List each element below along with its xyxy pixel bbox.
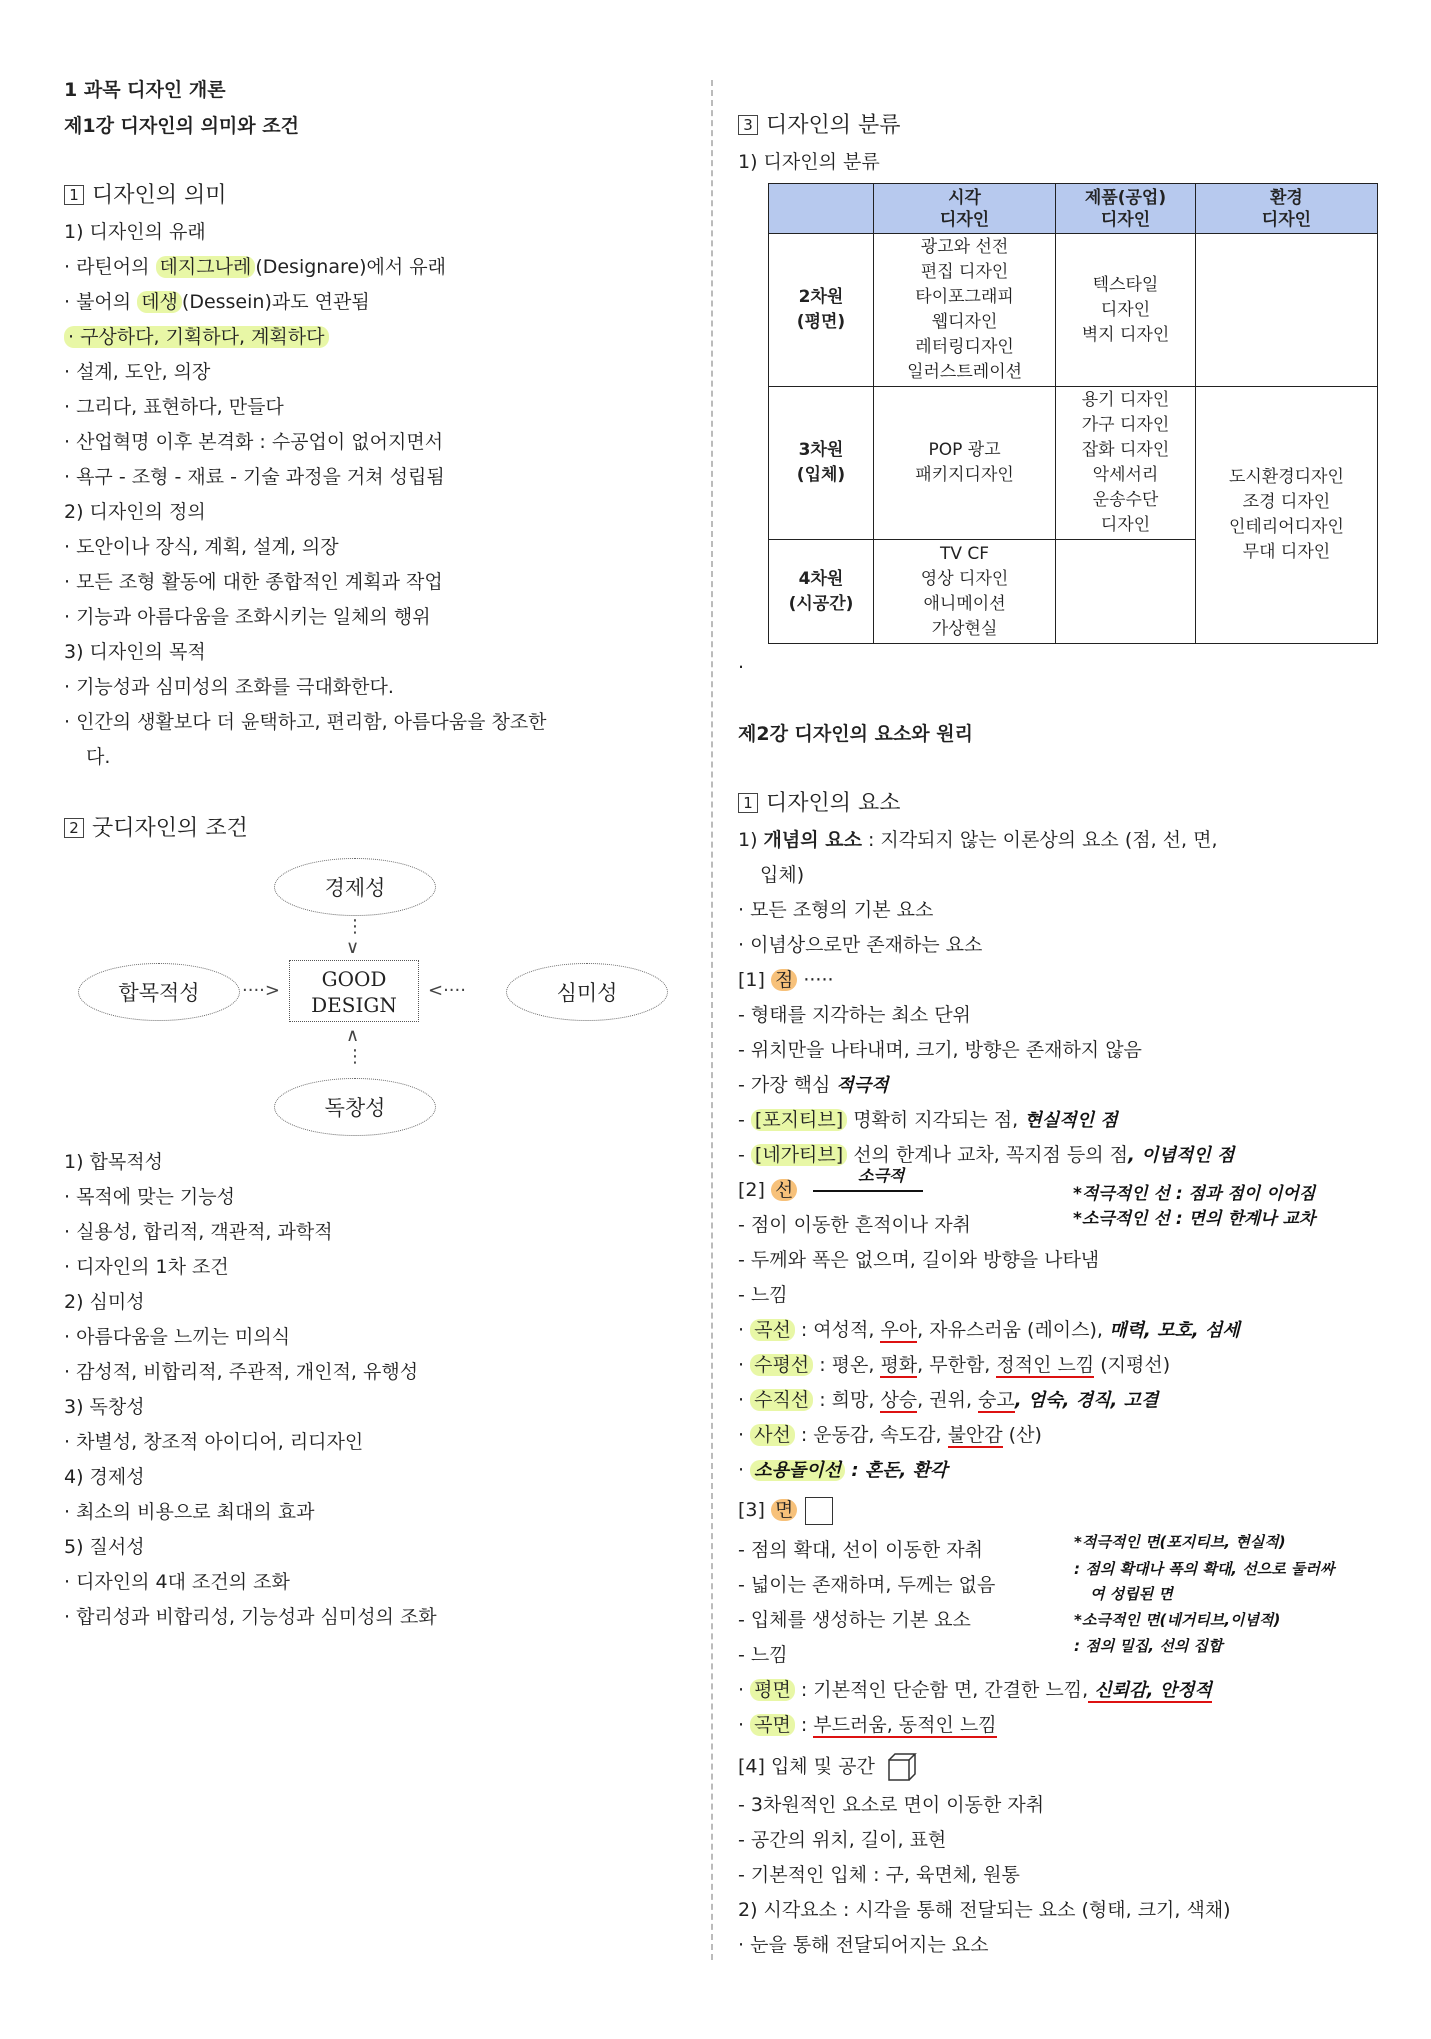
handwritten-note: 소극적 <box>858 1166 905 1185</box>
course-title: 1 과목 디자인 개론 <box>64 79 226 101</box>
row-4d: 4차원 (시공간) <box>769 540 874 644</box>
list-item: · 눈을 통해 전달되어지는 요소 <box>738 1934 989 1956</box>
table-cell <box>1195 234 1377 387</box>
good-design-box: GOOD DESIGN <box>289 960 419 1022</box>
list-item: - [포지티브] 명확히 지각되는 점, 현실적인 점 <box>738 1109 1118 1131</box>
handwritten-note: : 점의 확대나 폭의 확대, 선으로 둘러싸 <box>1074 1560 1335 1578</box>
diagram-aesthetic: 심미성 <box>506 963 668 1021</box>
list-item: - 위치만을 나타내며, 크기, 방향은 존재하지 않음 <box>738 1039 1142 1061</box>
list-item: - [네가티브] 선의 한계나 교차, 꼭지점 등의 점, 이념적인 점 <box>738 1144 1235 1166</box>
section-heading: 1 디자인의 의미 <box>64 182 227 210</box>
subheading: 1) 디자인의 유래 <box>64 221 206 243</box>
subheading: 4) 경제성 <box>64 1466 145 1488</box>
list-item: · 소용돌이선 : 혼돈, 환각 <box>738 1459 948 1481</box>
table-cell: 도시환경디자인 조경 디자인 인테리어디자인 무대 디자인 <box>1195 387 1377 644</box>
list-item: · 실용성, 합리적, 객관적, 과학적 <box>64 1221 333 1243</box>
list-item: - 느낌 <box>738 1644 788 1666</box>
list-item: · 라틴어의 데지그나레 (Designare)에서 유래 <box>64 256 446 278</box>
section-heading: 1 디자인의 요소 <box>738 790 901 818</box>
lecture-title: 제2강 디자인의 요소와 원리 <box>738 723 973 745</box>
table-cell: 광고와 선전 편집 디자인 타이포그래피 웹디자인 레터링디자인 일러스트레이션 <box>874 234 1056 387</box>
section-heading: 3 디자인의 분류 <box>738 112 901 140</box>
list-item: · 디자인의 4대 조건의 조화 <box>64 1571 290 1593</box>
list-item: - 입체를 생성하는 기본 요소 <box>738 1609 971 1631</box>
list-item: · 사선 : 운동감, 속도감, 불안감 (산) <box>738 1424 1042 1446</box>
lecture-title: 제1강 디자인의 의미와 조건 <box>64 115 299 137</box>
handwritten-note: *적극적인 선 : 점과 점이 이어짐 <box>1073 1184 1316 1204</box>
subheading: 1) 합목적성 <box>64 1151 163 1173</box>
col-environment: 환경 디자인 <box>1195 184 1377 234</box>
table-cell: 텍스타일 디자인 벽지 디자인 <box>1056 234 1196 387</box>
list-item: · 곡선 : 여성적, 우아, 자유스러움 (레이스), 매력, 모호, 섬세 <box>738 1319 1240 1341</box>
arrow-up-icon: ∧ ⋮ <box>346 1025 364 1067</box>
list-item: - 기본적인 입체 : 구, 육면체, 원통 <box>738 1864 1020 1886</box>
list-item: · 그리다, 표현하다, 만들다 <box>64 396 284 418</box>
diagram-economy: 경제성 <box>274 858 436 916</box>
subheading: 3) 디자인의 목적 <box>64 641 206 663</box>
row-2d: 2차원 (평면) <box>769 234 874 387</box>
col-product: 제품(공업) 디자인 <box>1056 184 1196 234</box>
arrow-right-icon: ····> <box>242 980 280 1001</box>
row-3d: 3차원 (입체) <box>769 387 874 540</box>
list-item: · 목적에 맞는 기능성 <box>64 1186 235 1208</box>
list-item: · 모든 조형의 기본 요소 <box>738 899 934 921</box>
list-item: - 점이 이동한 흔적이나 자취 <box>738 1214 971 1236</box>
list-item: - 점의 확대, 선이 이동한 자취 <box>738 1539 983 1561</box>
list-item: · 설계, 도안, 의장 <box>64 361 211 383</box>
handwritten-note: *소극적인 선 : 면의 한계나 교차 <box>1073 1209 1316 1229</box>
list-item: · 평면 : 기본적인 단순함 면, 간결한 느낌, 신뢰감, 안정적 <box>738 1679 1212 1701</box>
line-heading: [2] 선 <box>738 1176 923 1204</box>
diagram-originality: 독창성 <box>274 1078 436 1136</box>
subheading: 2) 심미성 <box>64 1291 145 1313</box>
list-item: - 느낌 <box>738 1284 788 1306</box>
list-item: · 이념상으로만 존재하는 요소 <box>738 934 983 956</box>
handwritten-note: *소극적인 면(네거티브,이념적) <box>1074 1611 1281 1629</box>
list-item: · 수평선 : 평온, 평화, 무한함, 정적인 느낌 (지평선) <box>738 1354 1171 1376</box>
list-item: · 디자인의 1차 조건 <box>64 1256 229 1278</box>
text-line: 입체) <box>760 864 805 886</box>
list-item: - 형태를 지각하는 최소 단위 <box>738 1004 971 1026</box>
list-item: - 넓이는 존재하며, 두께는 없음 <box>738 1574 996 1596</box>
diagram-purpose: 합목적성 <box>78 963 240 1021</box>
arrow-down-icon: ⋮ ∨ <box>346 916 364 958</box>
subheading: 1) 개념의 요소 : 지각되지 않는 이론상의 요소 (점, 선, 면, <box>738 829 1218 851</box>
table-cell <box>1056 540 1196 644</box>
list-item: · 최소의 비용으로 최대의 효과 <box>64 1501 315 1523</box>
subheading: 3) 독창성 <box>64 1396 145 1418</box>
square-icon <box>805 1497 833 1525</box>
list-item: · 불어의 데생 (Dessein)과도 연관됨 <box>64 291 370 313</box>
table-cell: TV CF 영상 디자인 애니메이션 가상현실 <box>874 540 1056 644</box>
list-item: 다. <box>86 746 111 768</box>
plane-heading: [3] 면 <box>738 1496 833 1525</box>
list-item: · 감성적, 비합리적, 주관적, 개인적, 유행성 <box>64 1361 419 1383</box>
handwritten-note: *적극적인 면(포지티브, 현실적) <box>1074 1533 1286 1551</box>
list-item: · 산업혁명 이후 본격화 : 수공업이 없어지면서 <box>64 431 444 453</box>
list-item: · 수직선 : 희망, 상승, 권위, 숭고, 엄숙, 경직, 고결 <box>738 1389 1159 1411</box>
list-item: - 가장 핵심 적극적 <box>738 1074 889 1096</box>
design-classification-table <box>768 183 1378 644</box>
list-item: · 인간의 생활보다 더 윤택하고, 편리함, 아름다움을 창조한 <box>64 711 547 733</box>
list-item: - 공간의 위치, 길이, 표현 <box>738 1829 947 1851</box>
list-item: · 구상하다, 기획하다, 계획하다 <box>64 323 329 351</box>
col-visual: 시각 디자인 <box>874 184 1056 234</box>
handwritten-note: 여 성립된 면 <box>1090 1585 1173 1603</box>
list-item: - 3차원적인 요소로 면이 이동한 자취 <box>738 1794 1045 1816</box>
list-item: - 두께와 폭은 없으며, 길이와 방향을 나타냄 <box>738 1249 1100 1271</box>
list-item: · 기능성과 심미성의 조화를 극대화한다. <box>64 676 394 698</box>
arrow-left-icon: <···· <box>428 980 466 1001</box>
table-cell: 용기 디자인 가구 디자인 잡화 디자인 악세서리 운송수단 디자인 <box>1056 387 1196 540</box>
handwritten-note: : 점의 밀집, 선의 집합 <box>1074 1637 1223 1655</box>
list-item: · 욕구 - 조형 - 재료 - 기술 과정을 거쳐 성립됨 <box>64 466 445 488</box>
solid-heading: [4] 입체 및 공간 <box>738 1752 917 1782</box>
list-item: · 곡면 : 부드러움, 동적인 느낌 <box>738 1714 997 1736</box>
subheading: 2) 디자인의 정의 <box>64 501 206 523</box>
stray-dot: . <box>738 651 745 673</box>
subheading: 2) 시각요소 : 시각을 통해 전달되는 요소 (형태, 크기, 색채) <box>738 1899 1231 1921</box>
list-item: · 모든 조형 활동에 대한 종합적인 계획과 작업 <box>64 571 443 593</box>
subheading: 1) 디자인의 분류 <box>738 151 880 173</box>
subheading: 5) 질서성 <box>64 1536 145 1558</box>
table-cell: POP 광고 패키지디자인 <box>874 387 1056 540</box>
point-heading: [1] 점 ····· <box>738 969 834 991</box>
list-item: · 도안이나 장식, 계획, 설계, 의장 <box>64 536 339 558</box>
list-item: · 합리성과 비합리성, 기능성과 심미성의 조화 <box>64 1606 437 1628</box>
list-item: · 기능과 아름다움을 조화시키는 일체의 행위 <box>64 606 431 628</box>
cube-icon <box>887 1752 917 1782</box>
list-item: · 아름다움을 느끼는 미의식 <box>64 1326 291 1348</box>
column-divider <box>711 80 713 1960</box>
section-heading: 2 굿디자인의 조건 <box>64 815 248 843</box>
list-item: · 차별성, 창조적 아이디어, 리디자인 <box>64 1431 364 1453</box>
